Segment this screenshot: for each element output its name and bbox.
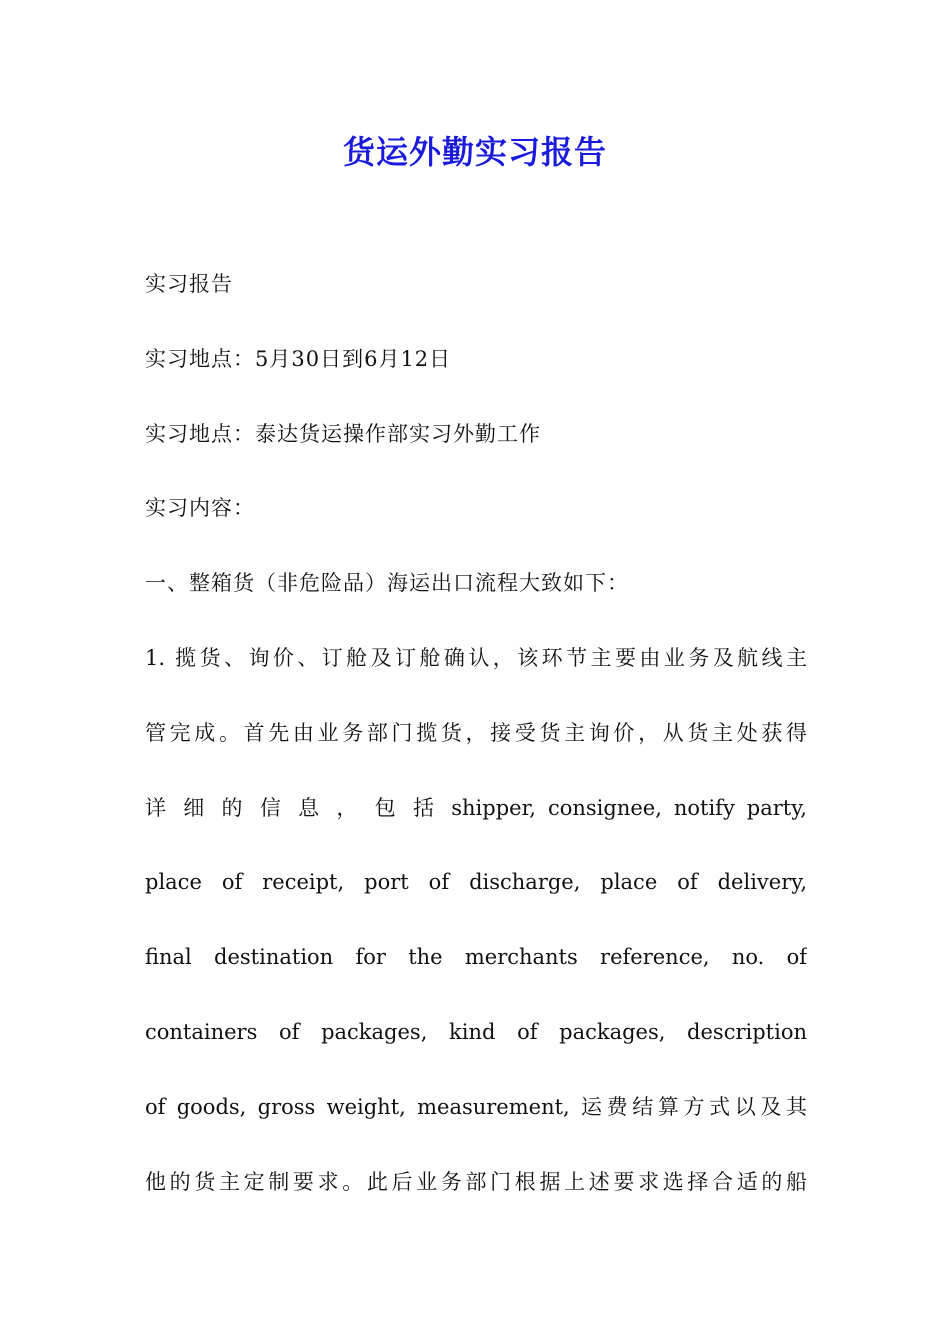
document-title: 货运外勤实习报告 [342, 133, 607, 171]
paragraph-line: 实习地点：5月30日到6月12日 [145, 346, 452, 371]
paragraph-line: 一、整箱货（非危险品）海运出口流程大致如下： [145, 571, 629, 596]
paragraph-line: 实习内容： [145, 496, 255, 521]
paragraph-line: of goods, gross weight, measurement, 运费结算方式以及其 [145, 1094, 807, 1119]
paragraph-line: containers of packages, kind of packages, description [145, 1019, 807, 1044]
paragraph-line: 1. 揽货、询价、订舱及订舱确认，该环节主要由业务及航线主 [145, 645, 807, 670]
paragraph-line: 详 细 的 信 息 ， 包 括 shipper, consignee, notify party, [145, 795, 807, 820]
paragraph-line: 实习报告 [145, 272, 233, 296]
paragraph-line: 他的货主定制要求。此后业务部门根据上述要求选择合适的船 [145, 1169, 807, 1194]
paragraph-line: final destination for the merchants reference, no. of [145, 945, 807, 970]
document-body [145, 262, 807, 1234]
paragraph-line: 管完成。首先由业务部门揽货，接受货主询价，从货主处获得 [145, 720, 807, 745]
paragraph-line: 实习地点：泰达货运操作部实习外勤工作 [145, 421, 541, 446]
paragraph-line: place of receipt, port of discharge, place of delivery, [145, 870, 807, 895]
